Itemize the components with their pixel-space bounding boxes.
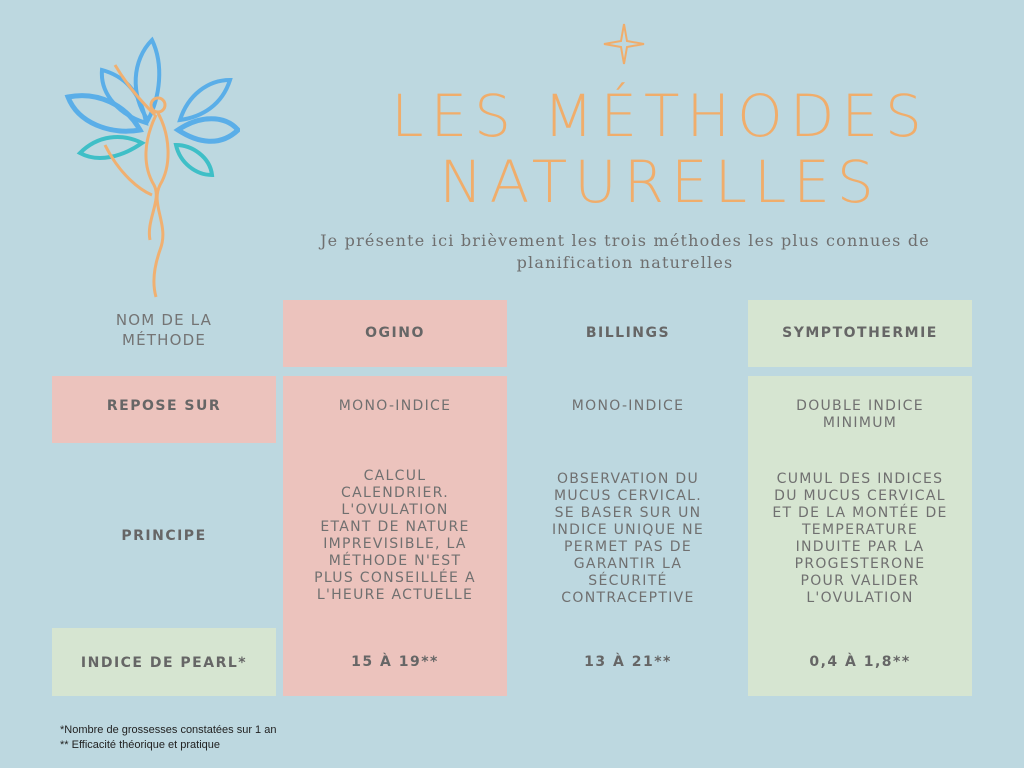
billings-principe-line: SE BASER SUR UN — [554, 505, 702, 521]
billings-principe-line: CONTRACEPTIVE — [561, 590, 695, 606]
column-header-symptothermie-label: SYMPTOTHERMIE — [782, 325, 938, 341]
ogino-principe — [283, 468, 507, 604]
butterfly-woman-logo-icon — [60, 35, 240, 300]
row-label-pearl-text: INDICE DE PEARL* — [80, 655, 248, 671]
sympto-principe-line: PROGESTERONE — [794, 556, 926, 572]
billings-principe-line: PERMET PAS DE — [564, 539, 692, 555]
billings-principe-line: SÉCURITÉ — [588, 573, 668, 589]
ogino-principe-line: ETANT DE NATURE — [320, 519, 470, 535]
subtitle-line1: Je présente ici brièvement les trois méthodes les plus connues de — [320, 231, 930, 250]
billings-principe-line: INDICE UNIQUE NE — [551, 522, 705, 538]
ogino-principe-line: CALCUL — [363, 468, 427, 484]
column-header-billings-label: BILLINGS — [585, 325, 671, 341]
subtitle-line2: planification naturelles — [516, 253, 734, 272]
column-header-symptothermie — [748, 300, 972, 367]
billings-principe-line: MUCUS CERVICAL. — [553, 488, 703, 504]
page-subtitle — [305, 230, 945, 274]
billings-principe-line: OBSERVATION DU — [556, 471, 700, 487]
column-header-billings — [516, 300, 740, 367]
row-label-pearl — [52, 628, 276, 696]
row-label-principe — [52, 520, 276, 550]
sympto-principe — [748, 471, 972, 607]
column-body-symptothermie — [748, 376, 972, 696]
column-body-billings — [516, 376, 740, 696]
ogino-pearl: 15 À 19** — [351, 654, 439, 670]
sympto-repose-sur — [748, 398, 972, 432]
row-label-principe-text: PRINCIPE — [121, 528, 207, 544]
row-header-label-line2: MÉTHODE — [121, 331, 207, 349]
column-body-ogino — [283, 376, 507, 696]
ogino-principe-line: MÉTHODE N'EST — [328, 553, 462, 569]
billings-repose-sur: MONO-INDICE — [571, 398, 685, 414]
row-header-label — [52, 310, 276, 360]
row-label-repose-sur-text: REPOSE SUR — [106, 398, 222, 414]
page-title-line2: NATURELLES — [439, 148, 881, 216]
billings-principe — [516, 471, 740, 607]
row-header-label-line1: NOM DE LA — [115, 311, 213, 329]
ogino-principe-line: IMPREVISIBLE, LA — [323, 536, 467, 552]
footnote-2: ** Efficacité théorique et pratique — [60, 739, 221, 751]
billings-principe-line: GARANTIR LA — [573, 556, 683, 572]
footnote-1: *Nombre de grossesses constatées sur 1 an — [60, 724, 277, 736]
sympto-repose-sur-line2: MINIMUM — [822, 415, 898, 431]
ogino-principe-line: PLUS CONSEILLÉE A — [314, 570, 476, 586]
ogino-repose-sur: MONO-INDICE — [338, 398, 452, 414]
sympto-principe-line: L'OVULATION — [806, 590, 914, 606]
sympto-pearl: 0,4 À 1,8** — [809, 654, 911, 670]
sympto-repose-sur-line1: DOUBLE INDICE — [796, 398, 924, 414]
four-point-star-icon — [600, 20, 648, 68]
ogino-principe-line: CALENDRIER. — [341, 485, 449, 501]
ogino-principe-line: L'OVULATION — [341, 502, 449, 518]
ogino-principe-line: L'HEURE ACTUELLE — [316, 587, 474, 603]
column-header-ogino — [283, 300, 507, 367]
sympto-principe-line: DU MUCUS CERVICAL — [774, 488, 946, 504]
sympto-principe-line: POUR VALIDER — [800, 573, 920, 589]
sympto-principe-line: CUMUL DES INDICES — [776, 471, 944, 487]
billings-pearl: 13 À 21** — [584, 654, 672, 670]
sympto-principe-line: ET DE LA MONTÉE DE — [772, 505, 948, 521]
row-label-repose-sur — [52, 376, 276, 443]
sympto-principe-line: TEMPERATURE — [801, 522, 919, 538]
sympto-principe-line: INDUITE PAR LA — [795, 539, 925, 555]
page-title-line1: LES MÉTHODES — [391, 82, 929, 150]
column-header-ogino-label: OGINO — [365, 325, 425, 341]
